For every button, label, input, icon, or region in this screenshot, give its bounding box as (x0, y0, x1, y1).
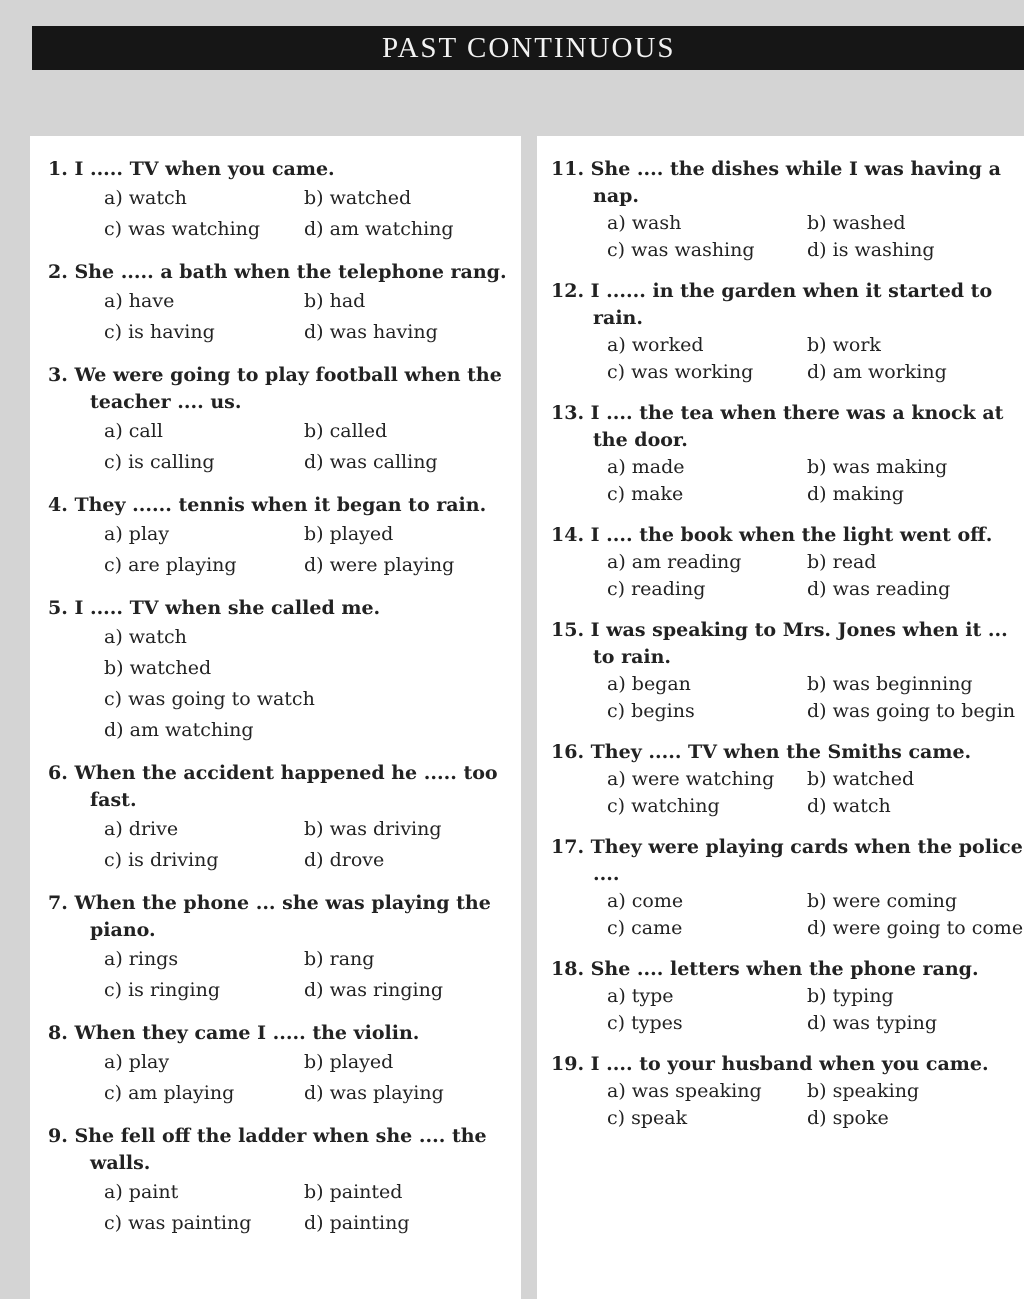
answer-option: b) speaking (807, 1080, 920, 1102)
answer-option: c) are playing (104, 554, 237, 576)
answer-option: c) begins (607, 700, 695, 722)
question (48, 492, 521, 581)
answer-option: d) was typing (807, 1012, 938, 1034)
answer-option: a) watch (104, 626, 187, 648)
answer-options (48, 1177, 521, 1239)
answer-options (48, 183, 521, 245)
answer-options (551, 671, 1024, 725)
answer-options (551, 549, 1024, 603)
answer-options (48, 814, 521, 876)
answer-option: a) am reading (607, 551, 742, 573)
answer-options (48, 944, 521, 1006)
answer-option: c) is ringing (104, 979, 220, 1001)
answer-option: d) painting (304, 1212, 410, 1234)
answer-option: d) was having (304, 321, 438, 343)
answer-option: b) were coming (807, 890, 958, 912)
answer-option: c) came (607, 917, 683, 939)
answer-option: c) was painting (104, 1212, 252, 1234)
page-title-bar (32, 26, 1024, 70)
answer-option: b) was making (807, 456, 948, 478)
answer-option: d) were playing (304, 554, 455, 576)
question-stem: 8. When they came I ..... the violin. (48, 1022, 420, 1044)
page-title: PAST CONTINUOUS (382, 31, 676, 64)
answer-option: b) washed (807, 212, 906, 234)
question (48, 890, 521, 1006)
question-stem: 15. I was speaking to Mrs. Jones when it ... to rain. (551, 619, 1008, 668)
answer-option: a) type (607, 985, 674, 1007)
answer-option: a) call (104, 420, 163, 442)
question (48, 362, 521, 478)
question-stem: 16. They ..... TV when the Smiths came. (551, 741, 972, 763)
answer-option: d) is washing (807, 239, 935, 261)
answer-option: c) is having (104, 321, 215, 343)
question (551, 278, 1024, 386)
answer-options (551, 1078, 1024, 1132)
question (551, 956, 1024, 1037)
answer-options (551, 983, 1024, 1037)
answer-option: c) reading (607, 578, 706, 600)
answer-option: d) making (807, 483, 904, 505)
answer-option: c) was watching (104, 218, 261, 240)
answer-option: d) drove (304, 849, 385, 871)
answer-option: c) make (607, 483, 684, 505)
answer-option: d) spoke (807, 1107, 889, 1129)
question-stem: 7. When the phone ... she was playing the piano. (48, 892, 491, 941)
answer-option: b) painted (304, 1181, 403, 1203)
answer-option: b) watched (304, 187, 412, 209)
answer-option: b) work (807, 334, 881, 356)
answer-option: d) was reading (807, 578, 951, 600)
answer-option: d) am working (807, 361, 947, 383)
answer-option: d) were going to come (807, 917, 1024, 939)
question (551, 739, 1024, 820)
question-stem: 9. She fell off the ladder when she .... the walls. (48, 1125, 487, 1174)
answer-option: c) types (607, 1012, 683, 1034)
answer-option: a) paint (104, 1181, 179, 1203)
answer-option: b) played (304, 523, 394, 545)
answer-option: b) played (304, 1051, 394, 1073)
answer-options (48, 622, 521, 746)
answer-options (48, 416, 521, 478)
answer-option: b) was driving (304, 818, 442, 840)
answer-option: c) speak (607, 1107, 688, 1129)
answer-options (551, 888, 1024, 942)
answer-option: b) watched (104, 657, 212, 679)
answer-option: b) typing (807, 985, 894, 1007)
answer-option: b) was beginning (807, 673, 973, 695)
question-stem: 17. They were playing cards when the police .... (551, 836, 1023, 885)
question (551, 400, 1024, 508)
answer-option: a) worked (607, 334, 704, 356)
answer-option: d) was calling (304, 451, 438, 473)
question (48, 760, 521, 876)
answer-option: a) rings (104, 948, 179, 970)
answer-option: a) began (607, 673, 691, 695)
answer-option: d) am watching (304, 218, 454, 240)
question-stem: 11. She .... the dishes while I was having a nap. (551, 158, 1001, 207)
question-stem: 12. I ...... in the garden when it started to rain. (551, 280, 993, 329)
answer-option: d) was playing (304, 1082, 444, 1104)
question (48, 1123, 521, 1239)
answer-option: c) is calling (104, 451, 215, 473)
answer-options (48, 1047, 521, 1109)
question-stem: 13. I .... the tea when there was a knock at the door. (551, 402, 1004, 451)
right-column (537, 136, 1024, 1299)
question-stem: 4. They ...... tennis when it began to rain. (48, 494, 487, 516)
question-stem: 18. She .... letters when the phone rang. (551, 958, 979, 980)
question (48, 1020, 521, 1109)
question (551, 617, 1024, 725)
question (551, 156, 1024, 264)
answer-option: b) had (304, 290, 366, 312)
answer-option: b) watched (807, 768, 915, 790)
question-stem: 19. I .... to your husband when you came. (551, 1053, 989, 1075)
answer-options (551, 454, 1024, 508)
answer-option: a) play (104, 1051, 170, 1073)
answer-option: a) watch (104, 187, 187, 209)
question-stem: 6. When the accident happened he ..... too fast. (48, 762, 498, 811)
answer-option: d) was ringing (304, 979, 444, 1001)
question-stem: 2. She ..... a bath when the telephone rang. (48, 261, 507, 283)
question-stem: 1. I ..... TV when you came. (48, 158, 335, 180)
question (48, 156, 521, 245)
answer-option: b) called (304, 420, 388, 442)
answer-options (551, 766, 1024, 820)
question (551, 522, 1024, 603)
answer-option: c) am playing (104, 1082, 235, 1104)
question (48, 595, 521, 746)
left-column (30, 136, 521, 1299)
answer-options (551, 210, 1024, 264)
answer-option: d) am watching (104, 719, 254, 741)
question-stem: 14. I .... the book when the light went off. (551, 524, 993, 546)
question (551, 834, 1024, 942)
answer-option: c) was going to watch (104, 688, 315, 710)
answer-option: a) have (104, 290, 175, 312)
answer-options (48, 286, 521, 348)
answer-option: a) were watching (607, 768, 775, 790)
answer-option: c) watching (607, 795, 720, 817)
answer-option: a) made (607, 456, 685, 478)
answer-option: b) read (807, 551, 877, 573)
question-stem: 5. I ..... TV when she called me. (48, 597, 381, 619)
answer-option: a) come (607, 890, 684, 912)
answer-option: a) play (104, 523, 170, 545)
answer-option: c) was working (607, 361, 754, 383)
answer-options (551, 332, 1024, 386)
answer-options (48, 519, 521, 581)
answer-option: c) is driving (104, 849, 219, 871)
answer-option: d) watch (807, 795, 891, 817)
answer-option: a) was speaking (607, 1080, 762, 1102)
answer-option: d) was going to begin (807, 700, 1016, 722)
answer-option: a) drive (104, 818, 179, 840)
answer-option: b) rang (304, 948, 375, 970)
question-stem: 3. We were going to play football when the teacher .... us. (48, 364, 502, 413)
question (48, 259, 521, 348)
answer-option: c) was washing (607, 239, 755, 261)
answer-option: a) wash (607, 212, 682, 234)
question (551, 1051, 1024, 1132)
